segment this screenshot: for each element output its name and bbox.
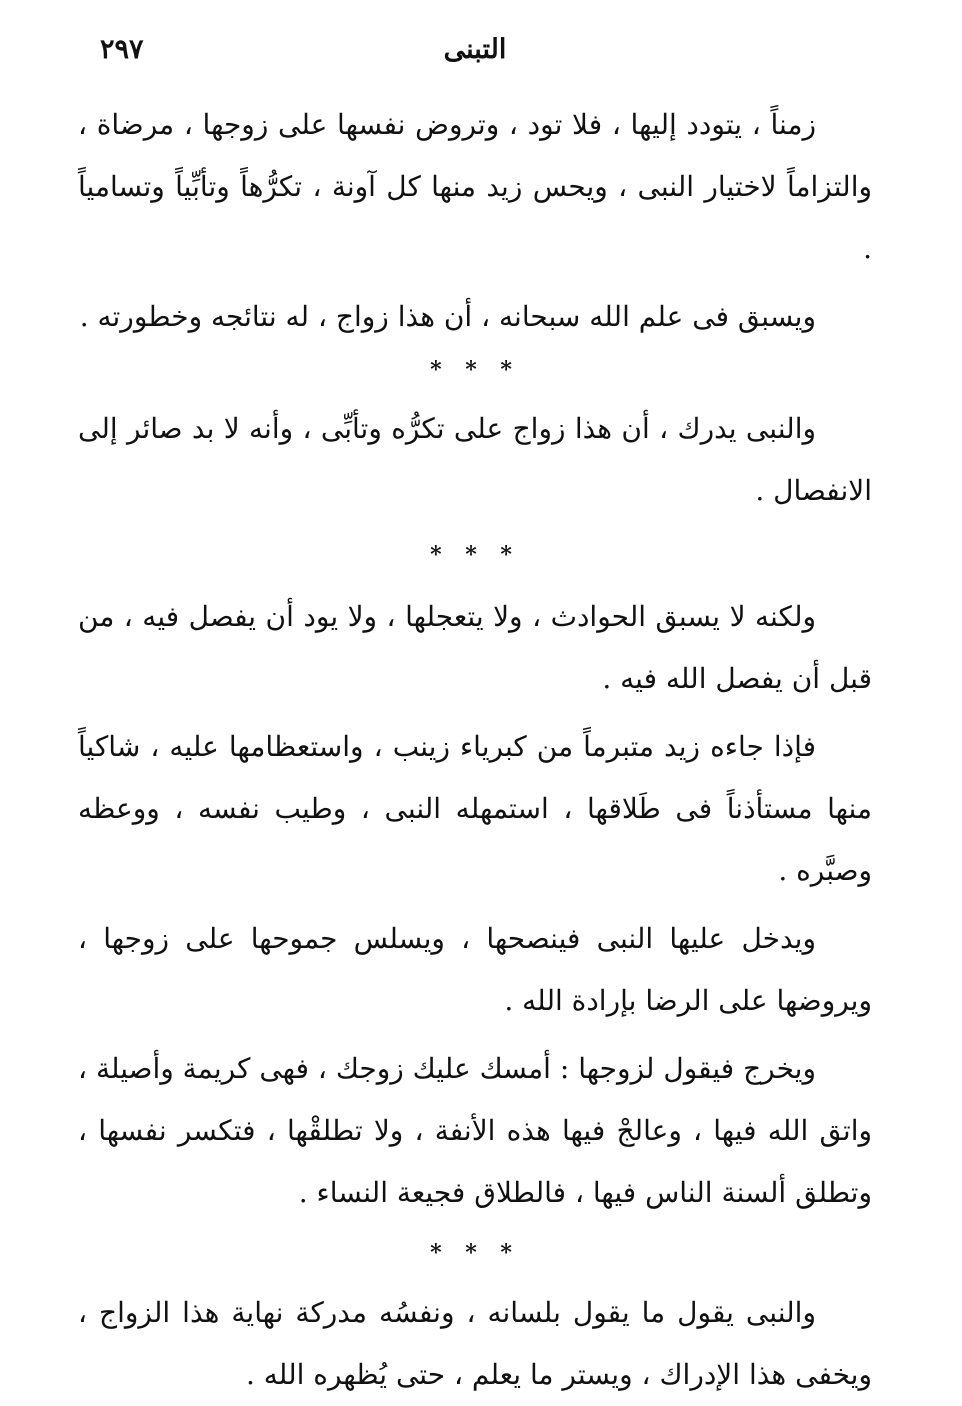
paragraph-6: ويدخل عليها النبى فينصحها ، ويسلس جموحها على زوجها ، ويروضها على الرضا بإرادة الله . [78, 922, 872, 1017]
page-number: ٢٩٧ [100, 34, 144, 65]
paragraph-3: والنبى يدرك ، أن هذا زواج على تكرُّه وتأبِّى ، وأنه لا بد صائر إلى الانفصال . [78, 412, 872, 507]
page-header [78, 30, 872, 74]
paragraph-5: فإذا جاءه زيد متبرماً من كبرياء زينب ، واستعظامها عليه ، شاكياً منها مستأذناً فى طَلاقها ، استمهله النبى ، وطيب نفسه ، ووعظه وصبَّره . [78, 730, 872, 887]
running-title: التبنى [443, 34, 507, 65]
section-separator: * * * [430, 1240, 520, 1266]
paragraph-2: ويسبق فى علم الله سبحانه ، أن هذا زواج ، له نتائجه وخطورته . [79, 300, 816, 333]
section-separator: * * * [430, 357, 520, 383]
paragraph-8: والنبى يقول ما يقول بلسانه ، ونفسُه مدركة نهاية هذا الزواج ، ويخفى هذا الإدراك ، ويستر ما يعلم ، حتى يُظهره الله . [78, 1296, 872, 1391]
paragraph-4: ولكنه لا يسبق الحوادث ، ولا يتعجلها ، ولا يود أن يفصل فيه ، من قبل أن يفصل الله فيه . [78, 600, 872, 695]
paragraph-7: ويخرج فيقول لزوجها : أمسك عليك زوجك ، فهى كريمة وأصيلة ، واتق الله فيها ، وعالجْ فيها هذه الأنفة ، ولا تطلقْها ، فتكسر نفسها ، وتطلق ألسنة الناس فيها ، فالطلاق فجيعة النساء . [78, 1052, 872, 1209]
page-body [78, 94, 872, 1406]
section-separator: * * * [430, 542, 520, 568]
paragraph-1: زمناً ، يتودد إليها ، فلا تود ، وتروض نفسها على زوجها ، مرضاة ، والتزاماً لاختيار النبى ، ويحس زيد منها كل آونة ، تكرُّهاً وتأبِّياً وتسامياً . [78, 108, 872, 265]
